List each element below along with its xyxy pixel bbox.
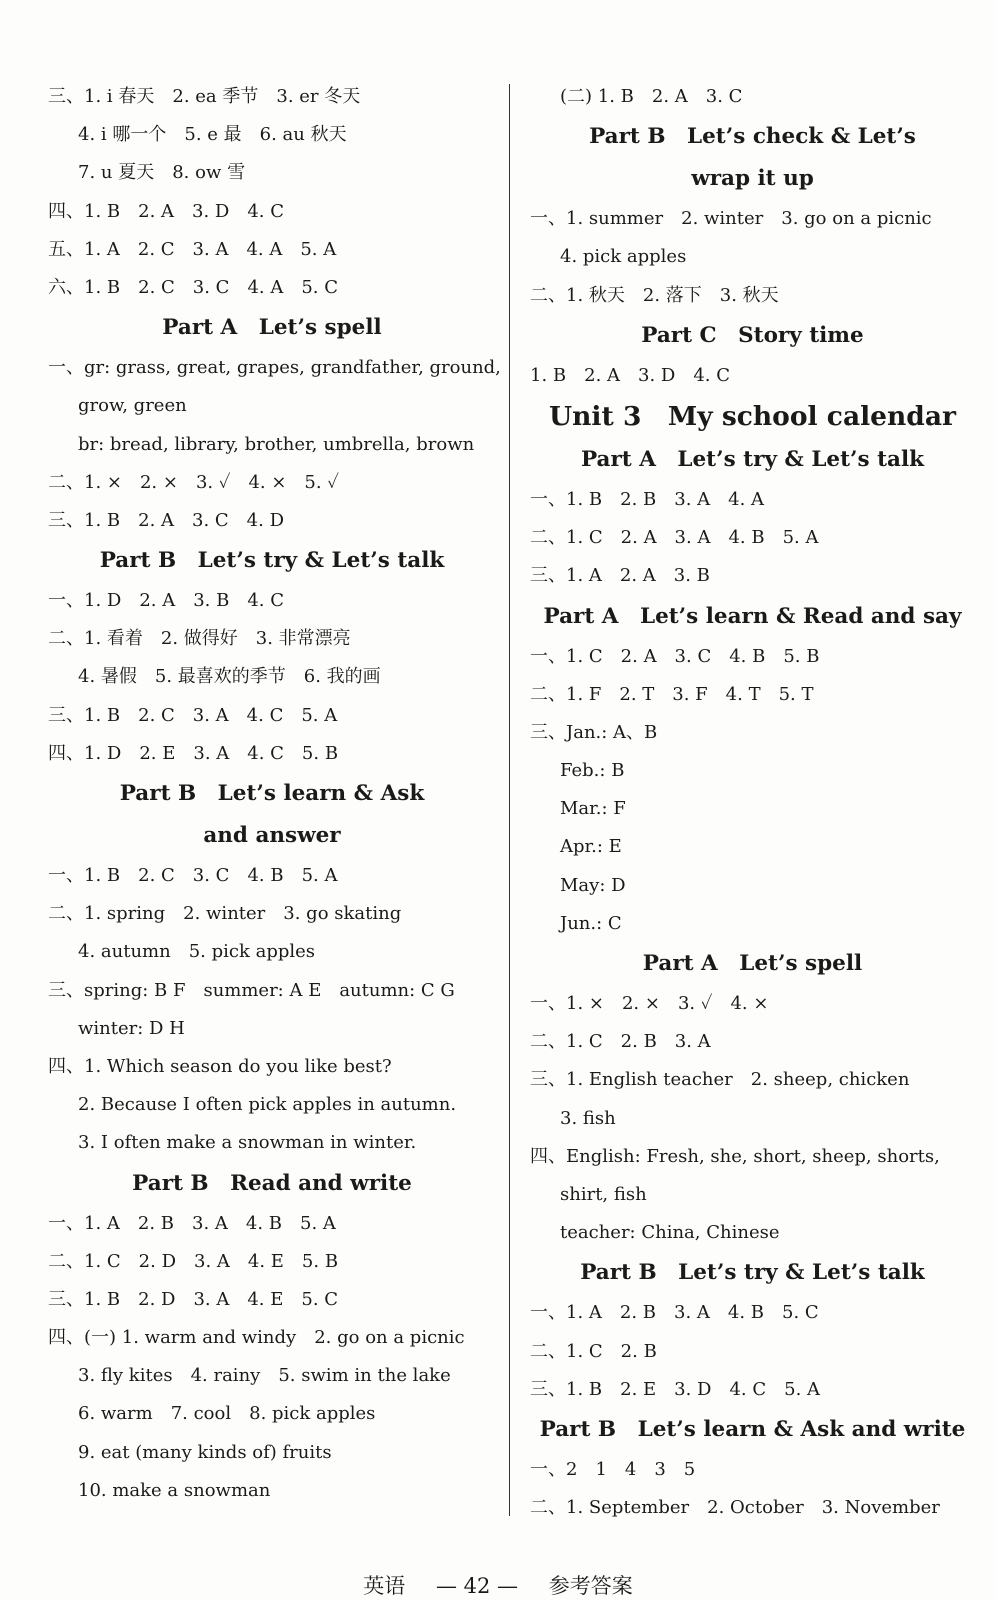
section-heading: Part B Let’s check & Let’s [589, 124, 916, 150]
answer-line-indented: teacher: China, Chinese [560, 1222, 780, 1244]
answer-line: 四、English: Fresh, she, short, sheep, shorts, [530, 1145, 940, 1167]
answer-line: 二、1. spring 2. winter 3. go skating [48, 903, 402, 925]
answer-line-indented: 3. fly kites 4. rainy 5. swim in the lake [78, 1365, 451, 1387]
answer-line: 一、1. A 2. B 3. A 4. B 5. A [48, 1212, 336, 1234]
answer-line: 二、1. C 2. D 3. A 4. E 5. B [48, 1250, 339, 1272]
answer-line: 三、spring: B F summer: A E autumn: C G [48, 979, 455, 1001]
answer-line-indented: 10. make a snowman [78, 1479, 271, 1501]
answer-line: 四、1. Which season do you like best? [48, 1055, 392, 1077]
answer-line: 二、1. C 2. B 3. A [530, 1031, 711, 1053]
answer-line: 二、1. C 2. A 3. A 4. B 5. A [530, 527, 819, 549]
answer-line: 三、Jan.: A、B [530, 721, 658, 743]
answer-line: 四、1. D 2. E 3. A 4. C 5. B [48, 742, 339, 764]
page-footer [0, 1570, 996, 1600]
answer-line: 二、1. 看着 2. 做得好 3. 非常漂亮 [48, 628, 351, 650]
answer-line: 一、1. B 2. B 3. A 4. A [530, 488, 765, 510]
footer-section: 参考答案 [548, 1574, 633, 1598]
answer-line-indented: Jun.: C [560, 912, 622, 934]
column-divider [509, 84, 510, 1516]
answer-line-indented: 2. Because I often pick apples in autumn. [78, 1094, 457, 1116]
section-heading: Part B Let’s learn & Ask and write [539, 1416, 966, 1442]
answer-line-indented: 4. pick apples [560, 246, 687, 268]
answer-line: 五、1. A 2. C 3. A 4. A 5. A [48, 238, 337, 260]
answer-line: 1. B 2. A 3. D 4. C [530, 364, 731, 386]
footer-subject: 英语 [363, 1574, 406, 1598]
answer-line: 三、1. A 2. A 3. B [530, 565, 710, 587]
answer-line-indented: shirt, fish [560, 1183, 647, 1205]
answer-line: 一、1. A 2. B 3. A 4. B 5. C [530, 1302, 819, 1324]
answer-line: 一、1. summer 2. winter 3. go on a picnic [530, 208, 932, 230]
answer-line: 一、1. × 2. × 3. ✓ 4. × [530, 993, 769, 1014]
answer-line: 三、1. i 春天 2. ea 季节 3. er 冬天 [48, 86, 361, 107]
answer-line: 二、1. September 2. October 3. November [530, 1497, 940, 1519]
answer-line: 二、1. × 2. × 3. ✓ 4. × 5. ✓ [48, 471, 339, 493]
answer-line: 四、1. B 2. A 3. D 4. C [48, 200, 285, 222]
unit-title: Unit 3 My school calendar [549, 400, 956, 432]
answer-line: 二、1. F 2. T 3. F 4. T 5. T [530, 683, 814, 705]
answer-line-indented: 4. autumn 5. pick apples [78, 941, 316, 963]
answer-line-indented: 9. eat (many kinds of) fruits [78, 1441, 332, 1463]
answer-line: 二、1. 秋天 2. 落下 3. 秋天 [530, 284, 779, 306]
answer-line: 一、1. B 2. C 3. C 4. B 5. A [48, 865, 338, 886]
answer-line-indented: (二) 1. B 2. A 3. C [560, 86, 743, 107]
section-heading: Part C Story time [641, 322, 864, 348]
answer-line-indented: grow, green [78, 395, 187, 417]
answer-line: 六、1. B 2. C 3. C 4. A 5. C [48, 276, 339, 298]
answer-line-indented: 3. fish [560, 1107, 616, 1129]
footer-page-number: — 42 — [435, 1574, 519, 1598]
answer-line-indented: 7. u 夏天 8. ow 雪 [78, 162, 246, 184]
answer-line-indented: Apr.: E [560, 836, 622, 858]
section-heading: Part A Let’s spell [642, 951, 863, 976]
answer-line: 三、1. B 2. D 3. A 4. E 5. C [48, 1288, 339, 1310]
answer-line-indented: 4. i 哪一个 5. e 最 6. au 秋天 [78, 124, 347, 146]
answer-line: 三、1. English teacher 2. sheep, chicken [530, 1069, 910, 1091]
answer-line-indented: br: bread, library, brother, umbrella, brown [78, 433, 475, 455]
answer-line-indented: Mar.: F [560, 798, 626, 820]
answer-line-indented: Feb.: B [560, 760, 625, 782]
answer-line-indented: 4. 暑假 5. 最喜欢的季节 6. 我的画 [78, 666, 381, 688]
section-heading: Part A Let’s spell [162, 315, 382, 341]
section-heading: Part A Let’s learn & Read and say [543, 603, 962, 629]
answer-line-indented: May: D [560, 874, 626, 896]
answer-line: 四、(一) 1. warm and windy 2. go on a picnic [48, 1327, 465, 1349]
answer-line: 三、1. B 2. A 3. C 4. D [48, 509, 285, 531]
section-heading: Part A Let’s try & Let’s talk [580, 446, 925, 472]
left-column [48, 78, 501, 1510]
answer-line: 二、1. C 2. B [530, 1340, 657, 1362]
answer-line: 三、1. B 2. E 3. D 4. C 5. A [530, 1378, 821, 1400]
section-heading: and answer [203, 823, 341, 848]
answer-line-indented: 3. I often make a snowman in winter. [78, 1132, 417, 1154]
section-heading: Part B Read and write [132, 1170, 412, 1196]
section-heading: Part B Let’s try & Let’s talk [580, 1260, 925, 1286]
answer-line: 一、gr: grass, great, grapes, grandfather, ground, [48, 357, 501, 379]
answer-line-indented: 6. warm 7. cool 8. pick apples [78, 1403, 376, 1425]
right-column [530, 78, 975, 1527]
answer-line: 一、1. C 2. A 3. C 4. B 5. B [530, 645, 820, 667]
answer-line: 三、1. B 2. C 3. A 4. C 5. A [48, 704, 338, 726]
answer-line-indented: winter: D H [78, 1017, 185, 1039]
section-heading: Part B Let’s try & Let’s talk [99, 548, 445, 574]
answer-line: 一、2 1 4 3 5 [530, 1458, 696, 1480]
section-heading: Part B Let’s learn & Ask [119, 781, 425, 806]
section-heading: wrap it up [691, 166, 814, 192]
answer-line: 一、1. D 2. A 3. B 4. C [48, 590, 285, 612]
